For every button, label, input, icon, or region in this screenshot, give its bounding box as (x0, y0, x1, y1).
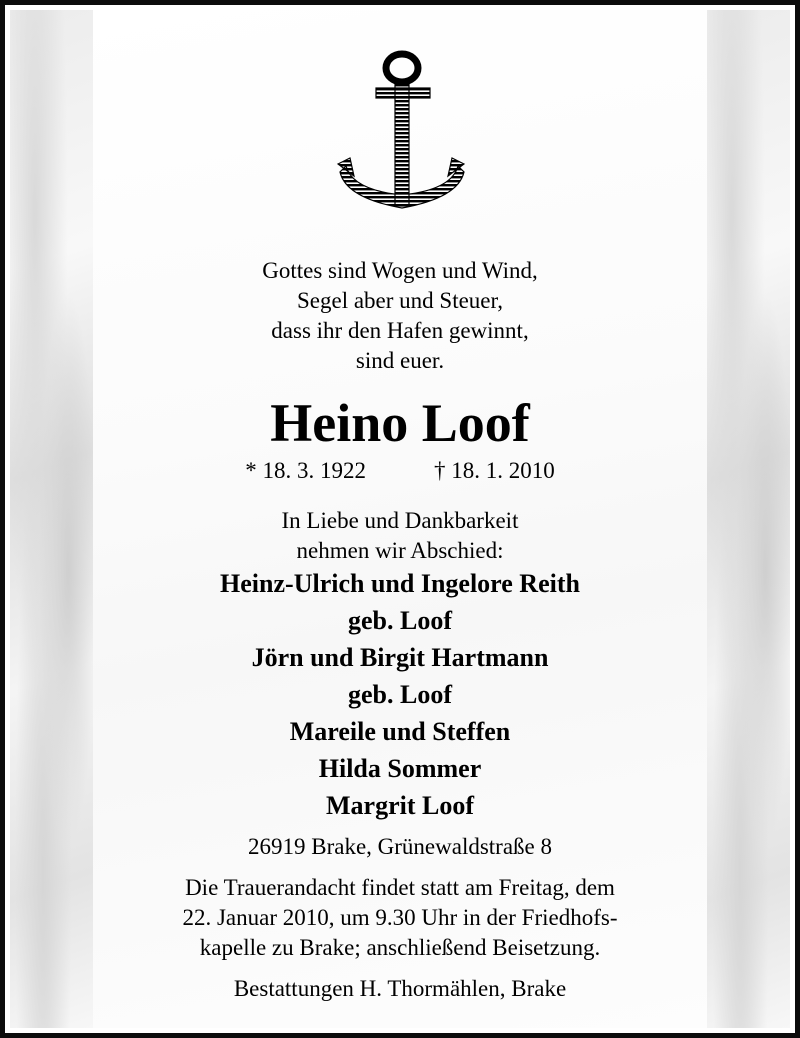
mourner-line: geb. Loof (348, 606, 452, 635)
marble-border-right (707, 10, 790, 1028)
farewell-line: In Liebe und Dankbarkeit (281, 508, 519, 533)
verse-block (88, 256, 712, 376)
mourner-line: geb. Loof (348, 680, 452, 709)
family-address: 26919 Brake, Grünewaldstraße 8 (247, 834, 553, 859)
service-line: Die Trauerandacht findet statt am Freitag, dem (185, 875, 615, 900)
verse-line: sind euer. (355, 348, 445, 373)
life-dates (88, 457, 712, 485)
verse-line: Gottes sind Wogen und Wind, (262, 258, 538, 283)
birth-date: * 18. 3. 1922 (245, 458, 366, 483)
anchor-icon (336, 48, 466, 220)
service-notice (88, 873, 712, 963)
verse-line: Segel aber und Steuer, (296, 288, 503, 313)
death-date: † 18. 1. 2010 (434, 458, 555, 483)
mourner-line: Mareile und Steffen (289, 717, 511, 746)
service-line: kapelle zu Brake; anschließend Beisetzung. (199, 935, 601, 960)
mourners-list (88, 565, 712, 824)
mourner-line: Hilda Sommer (318, 754, 482, 783)
marble-border-left (10, 10, 93, 1028)
deceased-name: Heino Loof (270, 393, 530, 453)
undertaker-credit: Bestattungen H. Thormählen, Brake (233, 976, 567, 1001)
verse-line: dass ihr den Hafen gewinnt, (271, 318, 529, 343)
mourner-line: Heinz-Ulrich und Ingelore Reith (220, 569, 580, 598)
mourner-line: Jörn und Birgit Hartmann (251, 643, 549, 672)
mourner-line: Margrit Loof (325, 791, 474, 820)
farewell-line: nehmen wir Abschied: (296, 538, 504, 563)
service-line: 22. Januar 2010, um 9.30 Uhr in der Friedhofs- (182, 905, 618, 930)
farewell-text (88, 506, 712, 566)
